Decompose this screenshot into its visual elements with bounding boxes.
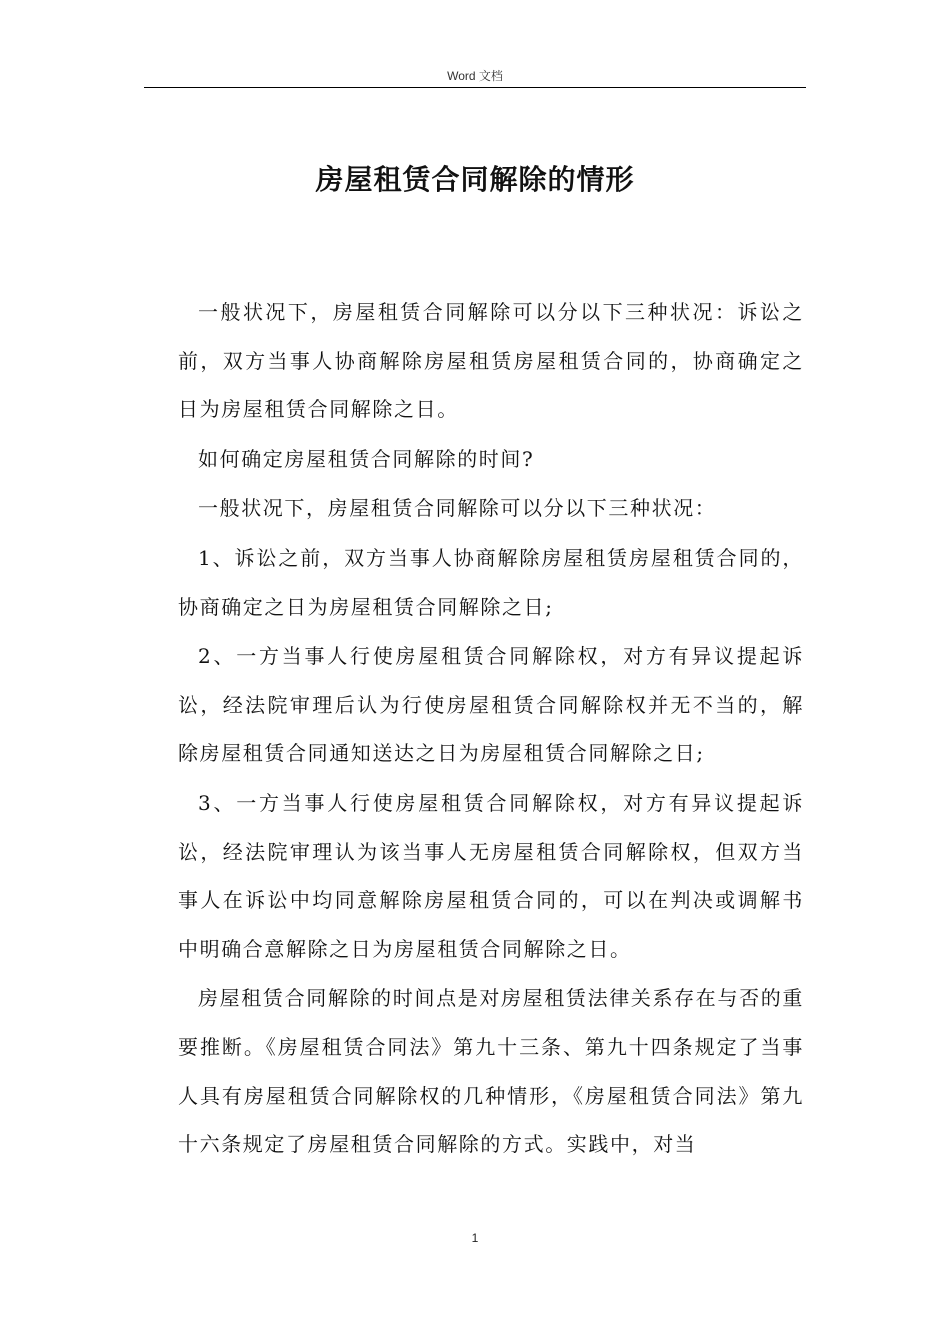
paragraph: 2、一方当事人行使房屋租赁合同解除权，对方有异议提起诉讼，经法院审理后认为行使房屋租赁合同解除权并无不当的，解除房屋租赁合同通知送达之日为房屋租赁合同解除之日;	[178, 644, 804, 766]
document-title: 房屋租赁合同解除的情形	[315, 163, 635, 196]
page-number: 1	[471, 1231, 479, 1245]
document-body	[178, 288, 804, 1170]
header-label: Word 文档	[447, 69, 503, 83]
header-divider	[144, 87, 806, 88]
paragraph: 一般状况下，房屋租赁合同解除可以分以下三种状况：	[198, 496, 717, 521]
paragraph: 3、一方当事人行使房屋租赁合同解除权，对方有异议提起诉讼，经法院审理认为该当事人无房屋租赁合同解除权，但双方当事人在诉讼中均同意解除房屋租赁合同的，可以在判决或调解书中明确合意解除之日为房屋租赁合同解除之日。	[178, 790, 804, 961]
paragraph: 如何确定房屋租赁合同解除的时间?	[198, 446, 535, 471]
paragraph: 1、诉讼之前，双方当事人协商解除房屋租赁房屋租赁合同的，协商确定之日为房屋租赁合同解除之日;	[178, 545, 804, 619]
paragraph: 一般状况下，房屋租赁合同解除可以分以下三种状况：诉讼之前，双方当事人协商解除房屋租赁房屋租赁合同的，协商确定之日为房屋租赁合同解除之日。	[178, 300, 804, 422]
paragraph: 房屋租赁合同解除的时间点是对房屋租赁法律关系存在与否的重要推断。《房屋租赁合同法》第九十三条、第九十四条规定了当事人具有房屋租赁合同解除权的几种情形，《房屋租赁合同法》第九十六条规定了房屋租赁合同解除的方式。实践中，对当	[178, 986, 804, 1157]
